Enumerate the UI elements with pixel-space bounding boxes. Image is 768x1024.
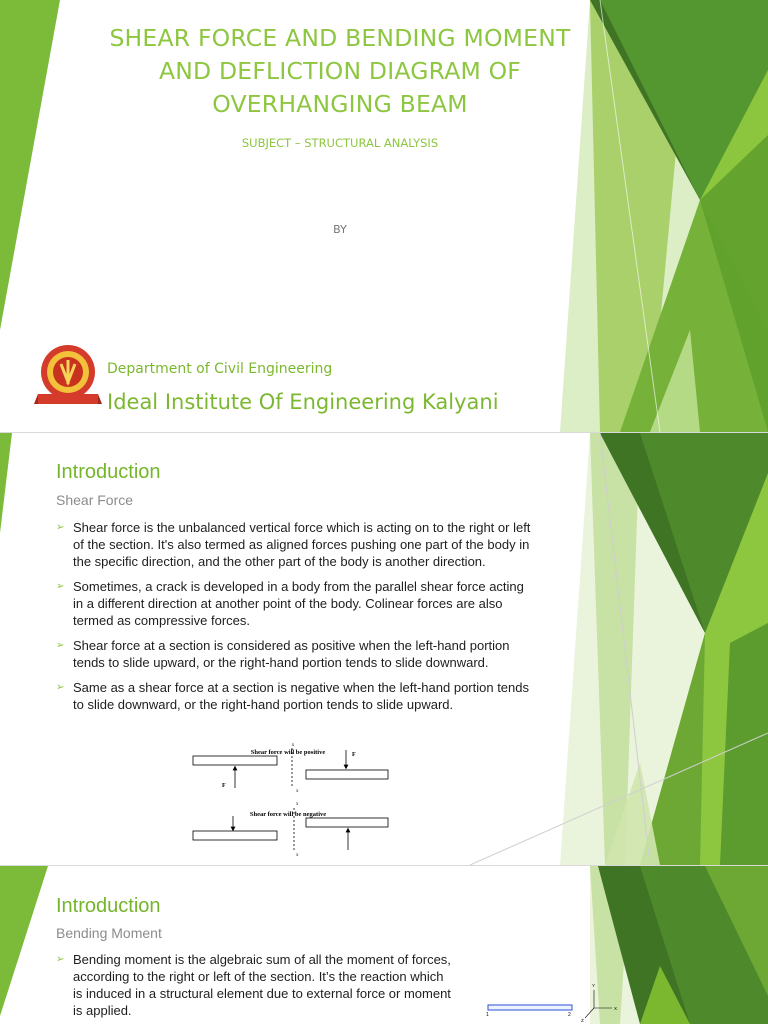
- shear-force-slide: [0, 433, 768, 865]
- triangle-bullet-icon: ➢: [56, 954, 65, 965]
- force-label: F: [352, 752, 356, 758]
- subject-subtitle: SUBJECT – STRUCTURAL ANALYSIS: [241, 136, 439, 150]
- axis-label: Y: [592, 983, 596, 988]
- bending-moment-slide: [0, 866, 768, 1024]
- list-item: [56, 578, 536, 629]
- slide-subheading: Bending Moment: [56, 925, 162, 941]
- positive-shear-caption: Shear force will be positive: [250, 749, 326, 756]
- section-label: x: [296, 853, 299, 858]
- beam-model-diagram: [484, 976, 620, 1024]
- institute-logo: [34, 342, 102, 410]
- force-label: F: [222, 783, 226, 789]
- shear-force-sign-diagram: [190, 740, 400, 858]
- section-label: x: [296, 789, 299, 794]
- bullet-text: Bending moment is the algebraic sum of all the moment of forces, according to the right or left of the section. It’s the reaction which is induced in a structural element due to external force or moment is applied.: [73, 952, 451, 1018]
- bullet-list: [56, 519, 536, 721]
- bullet-list: [56, 951, 451, 1024]
- bullet-text: Shear force at a section is considered as positive when the left-hand portion tends to slide upward, or the right-hand portion tends to slide downward.: [73, 638, 510, 670]
- title-slide: [0, 0, 768, 432]
- beam-left-segment: [193, 756, 277, 765]
- node-label: 2: [568, 1012, 571, 1018]
- triangle-bullet-icon: ➢: [56, 522, 65, 533]
- presentation-title: [60, 22, 620, 121]
- axis-label: X: [614, 1006, 618, 1011]
- title-line-2: AND DEFLICTION DIAGRAM OF: [158, 57, 522, 85]
- bullet-text: Same as a shear force at a section is negative when the left-hand portion tends to slide downward, or the right-hand portion tends to slide upward.: [73, 680, 529, 712]
- title-line-3: OVERHANGING BEAM: [212, 90, 468, 118]
- section-label: x: [296, 802, 299, 807]
- institute-name: Ideal Institute Of Engineering Kalyani: [107, 390, 499, 414]
- bullet-text: Shear force is the unbalanced vertical force which is acting on to the right or left of the section. It's also termed as aligned forces pushing one part of the body in the specific direction, and the other part of the body is another direction.: [73, 520, 531, 569]
- slide-heading: Introduction: [56, 461, 161, 483]
- list-item: [56, 519, 536, 570]
- beam-right-segment: [306, 770, 388, 779]
- list-item: [56, 637, 536, 671]
- z-axis-line: [585, 1008, 594, 1018]
- triangle-bullet-icon: ➢: [56, 682, 65, 693]
- triangle-bullet-icon: ➢: [56, 581, 65, 592]
- title-line-1: SHEAR FORCE AND BENDING MOMENT: [109, 24, 571, 52]
- triangle-bullet-icon: ➢: [56, 640, 65, 651]
- negative-shear-caption: Shear force will be negative: [249, 811, 327, 818]
- beam-right-segment: [306, 818, 388, 827]
- author-by-label: BY: [333, 223, 347, 236]
- bullet-text: Sometimes, a crack is developed in a body from the parallel shear force acting in a different direction at another point of the body. Colinear forces are also termed as compressive forces.: [73, 579, 524, 628]
- department-name: Department of Civil Engineering: [107, 361, 333, 377]
- beam-left-segment: [193, 831, 277, 840]
- beam-element: [488, 1005, 572, 1010]
- slide-heading: Introduction: [56, 895, 161, 917]
- node-label: 1: [486, 1012, 489, 1018]
- slide-subheading: Shear Force: [56, 492, 134, 508]
- list-item: [56, 951, 451, 1019]
- list-item: [56, 679, 536, 713]
- axis-label: Z: [581, 1018, 584, 1023]
- section-label: x: [291, 743, 295, 748]
